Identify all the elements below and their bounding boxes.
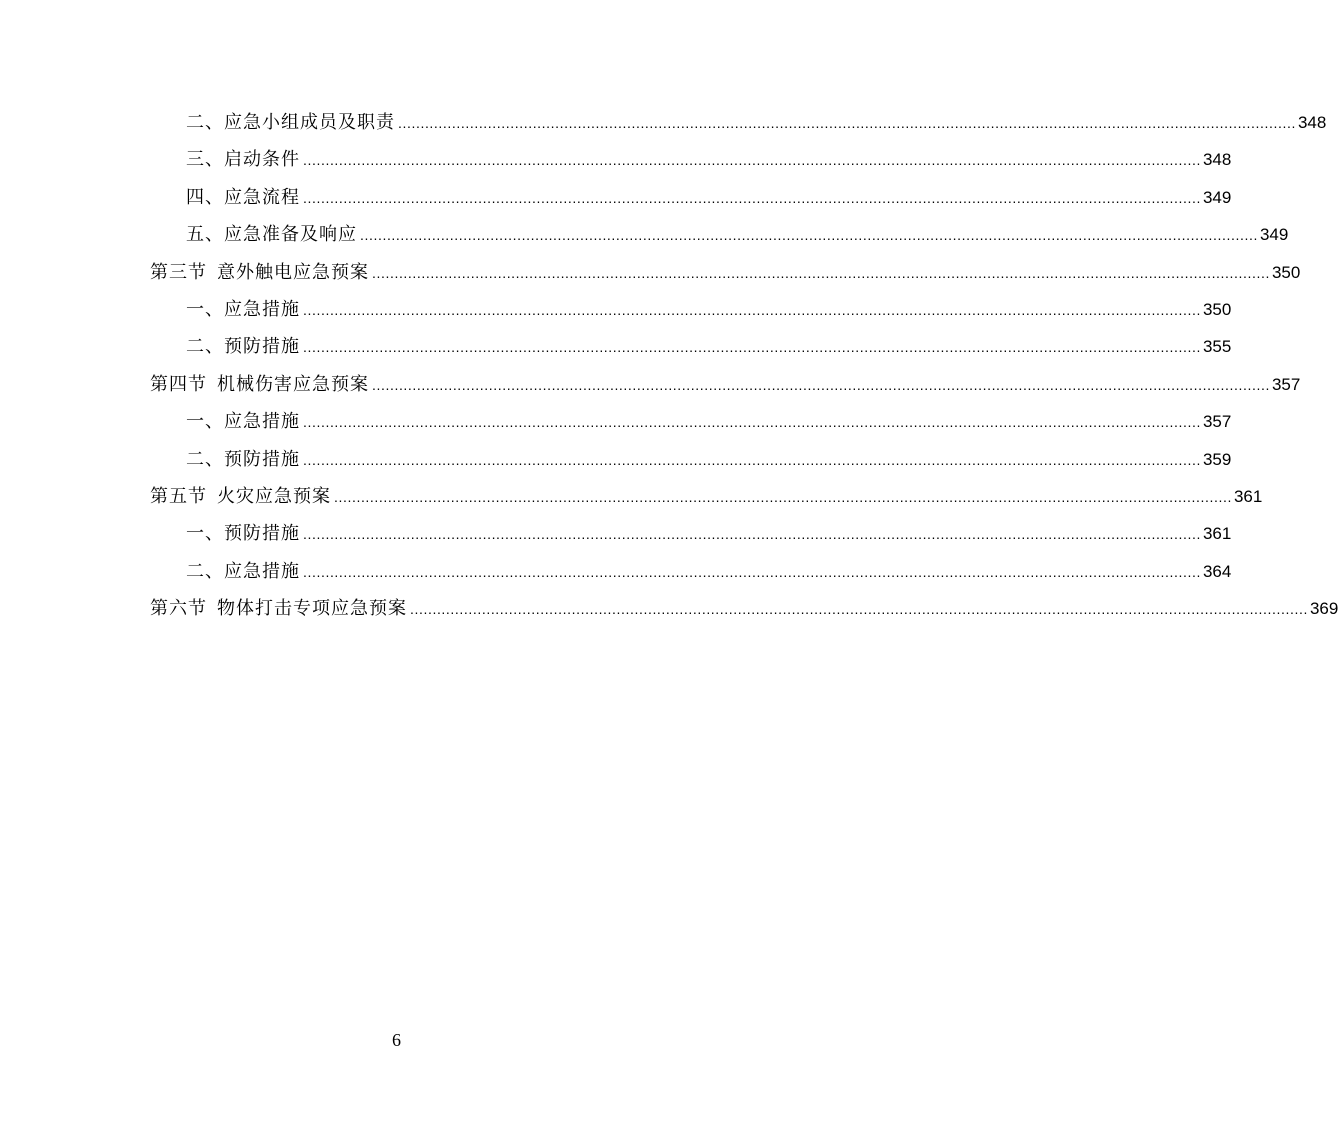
toc-subsection-entry[interactable]	[150, 328, 1232, 365]
toc-section-number: 第五节	[150, 485, 207, 507]
toc-entry-text: 二、预防措施	[186, 448, 300, 470]
toc-dot-leader: ........................................................................................................................................................................................................	[410, 601, 1308, 618]
toc-entry-title	[186, 104, 395, 141]
toc-subsection-entry[interactable]	[150, 553, 1232, 590]
toc-dot-leader: ........................................................................................................................................................................................................	[398, 115, 1296, 131]
toc-page-number: 357	[1271, 374, 1301, 394]
toc-subsection-entry[interactable]	[150, 403, 1232, 440]
toc-dot-leader: ........................................................................................................................................................................................................	[303, 563, 1201, 580]
page-number: 6	[392, 1030, 401, 1050]
toc-subsection-entry[interactable]	[150, 291, 1232, 328]
toc-page-number: 364	[1202, 561, 1232, 581]
toc-dot-leader: ........................................................................................................................................................................................................	[360, 227, 1258, 244]
toc-entry-text: 火灾应急预案	[217, 485, 331, 507]
toc-section-entry[interactable]	[150, 590, 1338, 627]
toc-dot-leader: ........................................................................................................................................................................................................	[303, 451, 1201, 468]
toc-page-number: 349	[1259, 225, 1289, 245]
toc-section-entry[interactable]	[150, 366, 1301, 403]
toc-entry-text: 四、应急流程	[186, 186, 300, 208]
toc-entry-title	[186, 179, 300, 216]
toc-list	[150, 104, 1338, 627]
toc-page-number: 350	[1202, 299, 1232, 319]
toc-entry-text: 二、应急措施	[186, 560, 300, 582]
table-of-contents	[150, 104, 1338, 627]
toc-entry-text: 机械伤害应急预案	[217, 373, 369, 395]
toc-entry-text: 二、应急小组成员及职责	[186, 112, 395, 133]
toc-entry-title	[186, 141, 300, 178]
toc-entry-title	[186, 515, 300, 552]
toc-page-number: 361	[1202, 524, 1232, 544]
toc-section-entry[interactable]	[150, 254, 1301, 291]
toc-entry-text: 一、应急措施	[186, 411, 300, 433]
toc-entry-text: 一、应急措施	[186, 298, 300, 320]
toc-subsection-entry[interactable]	[150, 104, 1327, 141]
toc-entry-title	[186, 291, 300, 328]
toc-page-number: 361	[1233, 486, 1263, 506]
toc-entry-text: 物体打击专项应急预案	[217, 598, 407, 620]
toc-subsection-entry[interactable]	[150, 216, 1289, 253]
toc-entry-title	[186, 441, 300, 478]
toc-subsection-entry[interactable]	[150, 179, 1232, 216]
toc-subsection-entry[interactable]	[150, 515, 1232, 552]
toc-entry-text: 一、预防措施	[186, 523, 300, 545]
toc-entry-text: 三、启动条件	[186, 149, 300, 171]
toc-dot-leader: ........................................................................................................................................................................................................	[303, 339, 1201, 356]
toc-dot-leader: ........................................................................................................................................................................................................	[303, 152, 1201, 169]
toc-entry-text: 五、应急准备及响应	[186, 224, 357, 246]
toc-page-number: 348	[1297, 113, 1327, 132]
toc-entry-title	[186, 328, 300, 365]
toc-subsection-entry[interactable]	[150, 141, 1232, 178]
toc-page-number: 350	[1271, 262, 1301, 282]
toc-section-number: 第六节	[150, 598, 207, 620]
toc-page-number: 355	[1202, 337, 1232, 357]
toc-dot-leader: ........................................................................................................................................................................................................	[372, 376, 1270, 393]
toc-dot-leader: ........................................................................................................................................................................................................	[303, 414, 1201, 431]
toc-dot-leader: ........................................................................................................................................................................................................	[334, 488, 1232, 505]
toc-entry-title	[150, 366, 369, 403]
toc-section-entry[interactable]	[150, 478, 1263, 515]
toc-page-number: 349	[1202, 187, 1232, 207]
toc-page-number: 369	[1309, 599, 1338, 619]
toc-entry-title	[186, 216, 357, 253]
toc-entry-text: 意外触电应急预案	[217, 261, 369, 283]
toc-entry-title	[186, 553, 300, 590]
toc-subsection-entry[interactable]	[150, 441, 1232, 478]
toc-entry-title	[186, 403, 300, 440]
toc-section-number: 第三节	[150, 261, 207, 283]
toc-dot-leader: ........................................................................................................................................................................................................	[303, 301, 1201, 318]
toc-page-number: 359	[1202, 449, 1232, 469]
toc-entry-title	[150, 590, 407, 627]
toc-dot-leader: ........................................................................................................................................................................................................	[372, 264, 1270, 281]
toc-entry-title	[150, 254, 369, 291]
toc-entry-title	[150, 478, 331, 515]
toc-entry-text: 二、预防措施	[186, 336, 300, 358]
toc-dot-leader: ........................................................................................................................................................................................................	[303, 526, 1201, 543]
toc-page-number: 357	[1202, 412, 1232, 432]
toc-dot-leader: ........................................................................................................................................................................................................	[303, 189, 1201, 206]
toc-section-number: 第四节	[150, 373, 207, 395]
toc-page-number: 348	[1202, 150, 1232, 170]
